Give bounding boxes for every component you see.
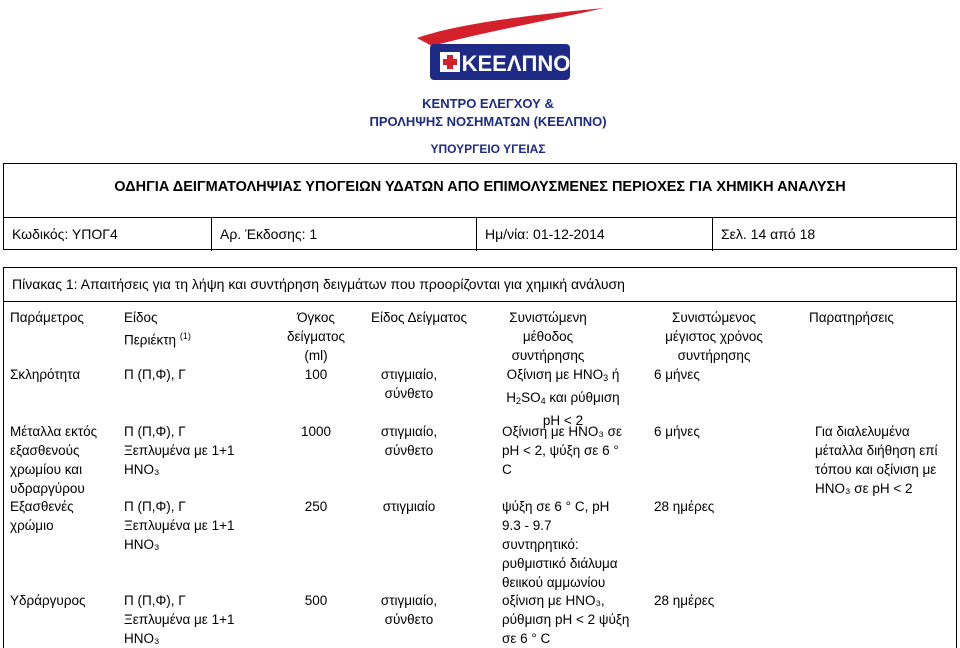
row-param: Υδράργυρος [10, 593, 86, 608]
header-container: Είδος Περιέκτη $^{(1)}$ [124, 310, 191, 348]
row-method: Οξίνιση με HNO₃ σε pH < 2, ψύξη σε 6 ° C [502, 424, 623, 477]
document-version: Αρ. Έκδοσης: 1 [211, 218, 476, 251]
table-caption: Πίνακας 1: Απαιτήσεις για τη λήψη και συντήρηση δειγμάτων που προορίζονται για χημική ανάλυση [4, 268, 956, 302]
row-volume: 500 [304, 593, 328, 608]
requirements-table [3, 267, 957, 648]
row-max-time: 6 μήνες [654, 367, 700, 382]
row-notes: Για διαλελυμένα μέταλλα διήθηση επί τόπου και οξίνιση με HNO₃ σε pH < 2 [815, 424, 938, 496]
row-container: Π (Π,Φ), Γ Ξεπλυμένα με 1+1 HNO₃ [124, 424, 235, 477]
document-meta-row [4, 217, 956, 251]
header-sample-type: Είδος Δείγματος [371, 310, 468, 325]
header-method: Συνιστώμενη μέθοδος συντήρησης [509, 310, 587, 363]
header-notes: Παρατηρήσεις [809, 310, 894, 325]
logo-cross-icon [440, 52, 460, 72]
logo-line-3: ΥΠΟΥΡΓΕΙΟ ΥΓΕΙΑΣ [430, 142, 546, 156]
row-sample-type: στιγμιαίο, σύνθετο [380, 424, 438, 458]
row-method: οξίνιση με HNO₃, ρύθμιση pH < 2 ψύξη σε 6 ° C [502, 593, 630, 646]
row-param: Σκληρότητα [10, 367, 81, 382]
row-method: Οξίνιση με $HNO_3$ ή $H_2SO_4$ και ρύθμιση pH < 2 [506, 367, 620, 428]
row-sample-type: στιγμιαίο [382, 499, 436, 514]
row-param: Μέταλλα εκτός εξασθενούς χρωμίου και υδραργύρου [10, 424, 98, 496]
row-max-time: 28 ημέρες [654, 499, 715, 514]
document-title: ΟΔΗΓΙΑ ΔΕΙΓΜΑΤΟΛΗΨΙΑΣ ΥΠΟΓΕΙΩΝ ΥΔΑΤΩΝ ΑΠΟ ΕΠΙΜΟΛΥΣΜΕΝΕΣ ΠΕΡΙΟΧΕΣ ΓΙΑ ΧΗΜΙΚΗ ΑΝΑΛΥΣΗ [114, 179, 846, 195]
row-param: Εξασθενές χρώμιο [10, 499, 74, 533]
logo-line-2: ΠΡΟΛΗΨΗΣ ΝΟΣΗΜΑΤΩΝ (ΚΕΕΛΠΝΟ) [369, 114, 607, 129]
document-page: Σελ. 14 από 18 [712, 218, 956, 251]
logo-brand: ΚΕΕΛΠΝΟ [461, 51, 571, 76]
row-volume: 250 [304, 499, 328, 514]
row-max-time: 6 μήνες [654, 424, 700, 439]
row-volume: 1000 [300, 424, 332, 439]
document-header [3, 163, 957, 250]
document-code: Κωδικός: ΥΠΟΓ4 [12, 226, 118, 242]
logo-line-1: ΚΕΝΤΡΟ ΕΛΕΓΧΟΥ & [422, 96, 554, 111]
row-method: ψύξη σε 6 ° C, pH 9.3 - 9.7 συντηρητικό: ρυθμιστικό διάλυμα θειικού αμμωνίου [502, 499, 618, 590]
row-sample-type: στιγμιαίο, σύνθετο [380, 593, 438, 627]
keelpno-logo [312, 0, 664, 160]
row-max-time: 28 ημέρες [654, 593, 715, 608]
row-container: Π (Π,Φ), Γ Ξεπλυμένα με 1+1 HNO₃ [124, 593, 235, 646]
row-sample-type: στιγμιαίο, σύνθετο [380, 367, 438, 401]
logo-swoosh-red [417, 8, 604, 46]
row-volume: 100 [304, 367, 328, 382]
row-container: Π (Π,Φ), Γ [124, 367, 186, 382]
row-container: Π (Π,Φ), Γ Ξεπλυμένα με 1+1 HNO₃ [124, 499, 235, 552]
document-date: Ημ/νία: 01-12-2014 [476, 218, 712, 251]
header-volume: Όγκος δείγματος (ml) [286, 310, 346, 363]
header-max-time: Συνιστώμενος μέγιστος χρόνος συντήρησης [665, 310, 763, 363]
header-param: Παράμετρος [10, 310, 84, 325]
keelpno-emblem [312, 0, 664, 160]
